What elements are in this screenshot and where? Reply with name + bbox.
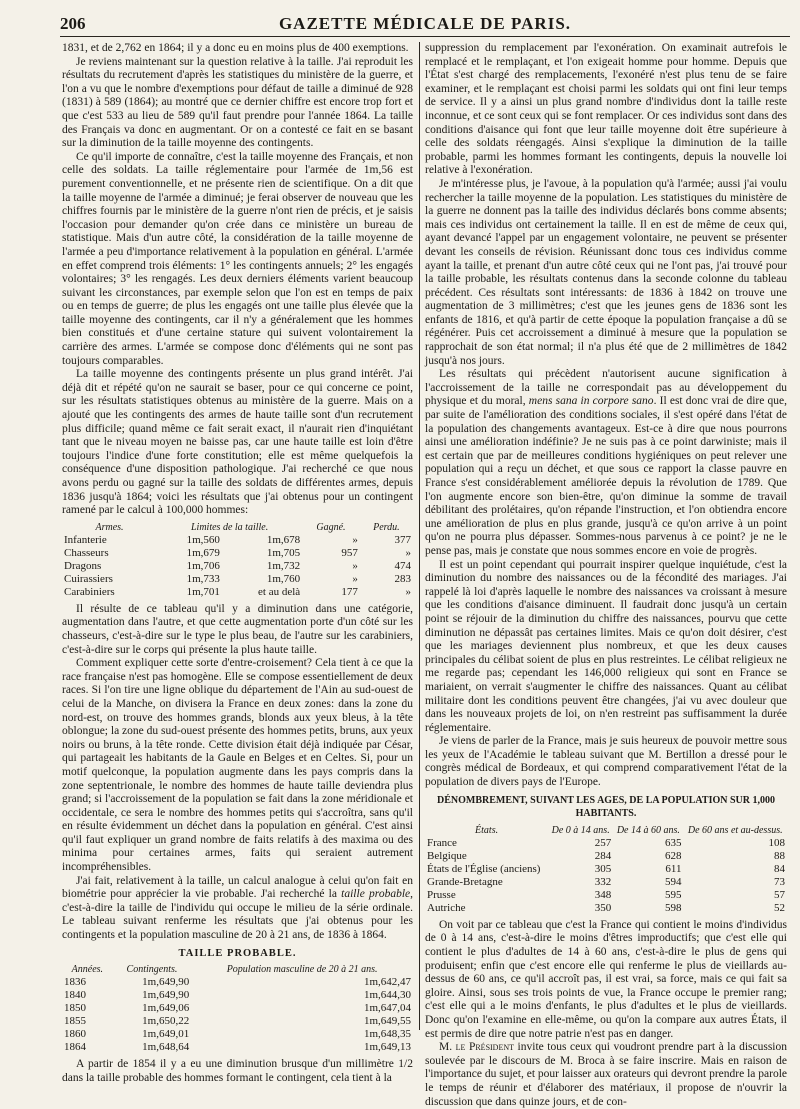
armes-table	[62, 521, 413, 599]
table-row	[425, 876, 787, 889]
gain-cell: 957	[341, 546, 358, 559]
arme-cell: Chasseurs	[64, 546, 109, 559]
paragraph: 1831, et de 2,762 en 1864; il y a donc eu en moins plus de 400 exemptions.	[62, 42, 409, 54]
age-0-14-cell: 257	[594, 836, 612, 849]
arme-cell: Dragons	[64, 559, 102, 572]
limit-min-cell: 1m,701	[186, 585, 220, 598]
paragraph: Il est un point cependant qui pourrait inspirer quelque inquiétude, c'est la diminution du nombre des naissances ou de la fécondité des mariages. J'ai rappelé là loi d'après laquelle le nombre des naissances va croissant à mesure que les conditions d'aisance diminuent. Il faudrait donc jusqu'à un certain point se réjouir de la diminution du chiffre des naissances, pourvu que cette diminution ne dépassât pas certaines limites. Mais ce qu'on doit désirer, c'est que les mariages deviennent plus nombreux, et que les deux causes principales du célibat soient de plus en plus restreintes. Le célibat religieux ne me regarde pas; cependant les 146,000 religieux qui sont en France se mariaient, on verrait s'augmenter le chiffre des naissances. Quant au célibat militaire dont les conditions peuvent être changées, j'ai vu avec douleur que dans les nouveaux projets de loi, on n'en restreint pas suffisamment la durée réglementaire.	[425, 558, 787, 734]
contingents-cell: 1m,649,01	[142, 1028, 190, 1041]
text-run: Les résultats qui précèdent n'autorisent aucune signification à l'accroissement de la taille ne correspondait pas au développement du physique et du moral,	[425, 368, 787, 408]
year-cell: 1855	[64, 1015, 86, 1028]
contingents-cell: 1m,648,64	[142, 1041, 190, 1054]
population-cell: 1m,649,55	[363, 1015, 411, 1028]
population-table-title: DÉNOMBREMENT, SUIVANT LES AGES, DE LA POPULATION SUR 1,000 HABITANTS.	[437, 794, 775, 820]
state-cell: Autriche	[427, 901, 466, 914]
header-cell: De 14 à 60 ans.	[616, 824, 680, 836]
loss-cell: 474	[394, 559, 411, 572]
paragraph: A partir de 1854 il y a eu une diminution brusque d'un millimètre 1/2 dans la taille probable des hommes formant le contingent, cela tient à la	[62, 1058, 413, 1084]
text-run: , c'est-à-dire la taille de l'individu qui occupe le milieu de la série ordinale. Le tableau suivant renferme les résultats que j'ai obtenus pour les contingents et la population masculine de 20 à 21 ans, de 1836 à 1864.	[62, 888, 413, 942]
age-0-14-cell: 305	[594, 862, 612, 875]
age-14-60-cell: 598	[665, 901, 682, 914]
paragraph: Comment expliquer cette sorte d'entre-croisement? Cela tient à ce que la race française n'est pas homogène. Elle se compose essentiellement de deux races. Si l'on tire une ligne oblique du département de l'Ain au sud-ouest de celui de la Manche, on divisera la France en deux zones: dans la zone du nord-est, on trouve des hommes grands, blonds aux yeux bleus, à la tête oblongue; la zone du sud-ouest présente des hommes petits, bruns, aux yeux noirs ou bruns, à la tête ronde. Cette division était déjà indiquée par César, qui partageait les habitants de la Gaule en Belges et en Celtes. Si, pour un motif quelconque, la population augmente dans les pays compris dans la zone septentrionale, le nombre des hommes de haute taille deviendra plus grand; si l'accroissement de la population se fait dans la zone méridionale et occidentale, ce sera le nombre des hommes petits qui s'accroîtra, sans qu'il en résulte évidemment un déchet dans la population en général. C'est ainsi qu'il faut expliquer un grand nombre de faits relatifs à des maxima ou des minima pour certaines armes, faits qui seraient autrement incompréhensibles.	[62, 657, 413, 874]
age-14-60-cell: 594	[665, 875, 682, 888]
limit-min-cell: 1m,706	[186, 559, 220, 572]
state-cell: Belgique	[427, 849, 467, 862]
population-cell: 1m,647,04	[363, 1002, 411, 1015]
paragraph: Je viens de parler de la France, mais je suis heureux de pouvoir mettre sous les yeux de l'Académie le tableau suivant que M. Bertillon a dressé pour le congrès médical de Bordeaux, et qui comprend comparativement l'état de la population de divers pays de l'Europe.	[425, 735, 787, 789]
header-cell: Contingents.	[126, 964, 178, 976]
paragraph: On voit par ce tableau que c'est la France qui contient le moins d'individus de 0 à 14 ans, c'est-à-dire le moins d'êtres improductifs; que c'est elle qui contient le plus d'adultes de 14 à 60 ans, c'est-à-dire le plus de gens qui produisent; enfin que c'est encore elle qui renferme le plus de vieillards au-dessus de 60 ans, ce qu'il accroît pas, il est vrai, sa force, mais ce qui fait sa gloire. Ainsi, sous ses trois points de vue, la France occupe le premier rang; c'est elle qui a le moins d'enfants, le plus d'adultes et le plus de vieillards. Donc qu'on l'examine en elle-même, ou qu'on la compare aux autres États, il est permis de dire que notre patrie n'est pas en danger.	[425, 918, 787, 1040]
year-cell: 1850	[64, 1002, 86, 1015]
header-cell: Population masculine de 20 à 21 ans.	[226, 964, 378, 976]
year-cell: 1860	[64, 1028, 86, 1041]
paragraph: Il résulte de ce tableau qu'il y a diminution dans une catégorie, augmentation dans l'autre, et que cette augmentation porte d'un côté sur les chasseurs, c'est-à-dire sur le type le plus beau, de l'autre sur les carabiniers, c'est-à-dire sur le corps qui présente la plus haute taille.	[62, 602, 413, 656]
year-cell: 1864	[64, 1041, 86, 1054]
age-60-plus-cell: 52	[774, 901, 785, 914]
limit-max-cell: 1m,678	[266, 533, 301, 546]
limit-min-cell: 1m,733	[186, 572, 220, 585]
taille-table	[62, 963, 413, 1054]
table-row	[62, 1015, 413, 1028]
age-14-60-cell: 595	[665, 888, 682, 901]
arme-cell: Cuirassiers	[64, 572, 113, 585]
left-column	[62, 42, 413, 1084]
gain-cell: »	[352, 559, 358, 572]
header-cell: De 0 à 14 ans.	[551, 824, 610, 836]
header-cell: De 60 ans et au-dessus.	[687, 824, 783, 836]
year-cell: 1836	[64, 976, 86, 989]
text-run: J'ai fait, relativement à la taille, un calcul analogue à celui qu'on fait en biométrie pour apprécier la vie probable. J'ai recherché la	[62, 874, 413, 901]
column-rule	[419, 42, 420, 1030]
speaker-label: M. le Président	[439, 1041, 515, 1054]
limit-max-cell: 1m,732	[266, 559, 301, 572]
table-header-row	[425, 824, 787, 837]
emphasis: mens sana in corpore sano	[528, 395, 654, 408]
gain-cell: »	[352, 533, 358, 546]
limit-max-cell: et au delà	[258, 585, 301, 598]
loss-cell: »	[405, 585, 411, 598]
arme-cell: Infanterie	[64, 533, 107, 546]
table-row	[425, 902, 787, 915]
table-header-row	[62, 963, 413, 976]
age-60-plus-cell: 84	[774, 862, 785, 875]
age-14-60-cell: 628	[665, 849, 682, 862]
loss-cell: 377	[394, 533, 411, 546]
paragraph	[425, 368, 787, 558]
age-0-14-cell: 350	[594, 901, 612, 914]
table-row	[425, 889, 787, 902]
population-cell: 1m,648,35	[363, 1028, 411, 1041]
age-14-60-cell: 611	[665, 862, 682, 875]
table-row	[425, 850, 787, 863]
contingents-cell: 1m,649,06	[142, 1002, 190, 1015]
gain-cell: »	[352, 572, 358, 585]
table-row	[62, 1002, 413, 1015]
age-14-60-cell: 635	[665, 836, 682, 849]
loss-cell: »	[405, 546, 411, 559]
age-0-14-cell: 284	[594, 849, 612, 862]
header-cell: Années.	[71, 964, 104, 976]
page-number: 206	[60, 14, 86, 33]
header-cell: Armes.	[95, 521, 124, 533]
table-row	[425, 837, 787, 850]
limit-min-cell: 1m,679	[186, 546, 220, 559]
age-60-plus-cell: 88	[774, 849, 785, 862]
population-table	[425, 824, 787, 915]
paragraph: suppression du remplacement par l'exonération. On examinait autrefois le remplacé et le remplaçant, et l'on exigeait homme pour homme. Depuis que l'État s'est chargé des remplacements, l'exonéré n'est plus tenu de se faire examiner, et le remplaçant est choisi parmi les soldats qui ont fini leur temps de service. Il y a ainsi un plus grand nombre d'individus dont la taille reste inconnue, et ce sont ceux qui se font remplacer. Or ces individus sont dans des conditions d'aisance qui font que leur taille moyenne doit être supérieure à celle des soldats réengagés. Ainsi s'explique la diminution de la taille probable, parmi les hommes formant les contingents, depuis la nouvelle loi relative à l'exonération.	[425, 42, 787, 177]
state-cell: Grande-Bretagne	[427, 875, 503, 888]
state-cell: France	[427, 836, 457, 849]
age-0-14-cell: 332	[594, 875, 612, 888]
state-cell: Prusse	[427, 888, 456, 901]
header-cell: Perdu.	[373, 521, 400, 533]
arme-cell: Carabiniers	[64, 585, 115, 598]
table-row	[62, 573, 413, 586]
page-header	[60, 12, 790, 37]
contingents-cell: 1m,649,90	[142, 976, 190, 989]
paragraph	[425, 1041, 787, 1109]
population-cell: 1m,649,13	[363, 1041, 411, 1054]
loss-cell: 283	[394, 572, 411, 585]
header-cell: Limites de la taille.	[191, 521, 269, 533]
state-cell: États de l'Église (anciens)	[427, 862, 541, 875]
table-row	[62, 534, 413, 547]
table-row	[62, 989, 413, 1002]
age-0-14-cell: 348	[594, 888, 612, 901]
age-60-plus-cell: 108	[768, 836, 785, 849]
table-row	[62, 547, 413, 560]
table-row	[62, 976, 413, 989]
paragraph: Je m'intéresse plus, je l'avoue, à la population qu'à l'armée; aussi j'ai voulu rechercher la taille moyenne de la population. Les statistiques du ministère de la guerre ne donnent pas la taille des individus déclarés bons comme absents; mais ces individus ont certainement la taille. Il en est de même de ceux qui, ayant devancé l'appel par un engagement volontaire, ne peuvent se présenter devant les conseils de révision. Réunissant donc tous ces individus comme ayant la taille, et prenant d'un autre côté ceux qui ne l'ont pas, j'ai trouvé pour la taille probable, les résultats contenus dans la seconde colonne du tableau précédent. Ces résultats sont intéressants: de 1836 à 1842 on trouve une augmentation de 3 millimètres; c'est que les jeunes gens de 1836 sont les enfants de 1816, et qu'à partir de cette époque la population française a dû se régénérer. Puis cet accroissement a diminué à mesure que la population se rapprochait de son état normal; il n'a plus été que de 2 millimètres de 1842 jusqu'à nos jours.	[425, 177, 787, 367]
journal-title: GAZETTE MÉDICALE DE PARIS.	[278, 14, 572, 33]
gain-cell: 177	[341, 585, 358, 598]
text-run: . Il est donc vrai de dire que, par suite de l'amélioration des conditions sociales, il s'est opéré dans l'état de la population des changements avantageux. Est-ce à dire que nous pourrons ainsi une amélioration indéfinie? Je ne suis pas à ce point darwiniste; mais il est certain que par de meilleures conditions hygiéniques on peut relever une population qui a reçu un déchet, et que sous ce rapport la classe pauvre en France s'est considérablement améliorée depuis la révolution de 1789. Que l'on augmente encore son bien-être, qu'on diminue la somme de travail débilitant des prolétaires, qu'on répande l'instruction, et l'on obtiendra encore une amélioration de plus en plus grande, jusqu'à ce qu'on arrive à un point qu'on ne pourra plus dépasser. Sommes-nous parvenus à ce point? je ne le pense pas, mais je constate que nous sommes encore en voie de progrès.	[425, 395, 788, 557]
limit-min-cell: 1m,560	[186, 533, 220, 546]
year-cell: 1840	[64, 989, 86, 1002]
table-row	[62, 586, 413, 599]
paragraph: La taille moyenne des contingents présente un plus grand intérêt. J'ai déjà dit et répété qu'on ne saurait se baser, pour ce qui concerne ce point, sur les résultats statistiques obtenus au ministère de la guerre. Mais on a ajouté que les contingents des armes de haute taille sont d'un recrutement plus difficile; quand même ce fait serait exact, il n'aurait rien d'inquiétant tant que le niveau moyen ne baisse pas, car une haute taille est loin d'être toujours l'indice d'une forte constitution; elle est même quelquefois la conséquence d'une disposition pathologique. J'ai recherché ce que nous avons perdu ou gagné sur la taille des soldats de différentes armes, depuis 1836 jusqu'à 1864; voici les résultats que j'ai obtenus pour un contingent ramené par le calcul à 100,000 hommes:	[62, 368, 413, 517]
table-header-row	[62, 521, 413, 534]
contingents-cell: 1m,649,90	[142, 989, 190, 1002]
text-run: invite tous ceux qui voudront prendre part à la discussion soulevée par le discours de M. Broca à se faire inscrire. Mais en raison de l'importance du sujet, et pour laisser aux orateurs qui devront prendre la parole le temps de réunir et d'élaborer des matériaux, il propose de n'ouvrir la discussion que dans quinze jours, et de con-	[425, 1041, 788, 1108]
paragraph	[62, 875, 413, 943]
header-cell: Gagné.	[316, 521, 346, 533]
table-row	[425, 863, 787, 876]
age-60-plus-cell: 57	[774, 888, 785, 901]
table-row	[62, 1028, 413, 1041]
emphasis: taille probable	[341, 888, 411, 901]
population-cell: 1m,642,47	[363, 976, 411, 989]
paragraph: Je reviens maintenant sur la question relative à la taille. J'ai reproduit les résultats du recrutement d'après les statistiques du ministère de la guerre, et l'on a vu que le nombre d'exemptions pour défaut de taille a diminué de 928 (1831) à 589 (1864); au montré que ce dernier chiffre est encore trop fort et que c'est 533 au lieu de 589 qu'il faut prendre pour l'année 1864. La taille des Français va donc en augmentant. Or on a contesté ce fait en se basant sur la diminution de la taille moyenne des contingents.	[62, 55, 413, 150]
header-cell: États.	[475, 824, 499, 836]
limit-max-cell: 1m,760	[266, 572, 301, 585]
right-column	[425, 42, 788, 1108]
table-row	[62, 560, 413, 573]
taille-table-title: TAILLE PROBABLE.	[178, 947, 297, 959]
population-cell: 1m,644,30	[363, 989, 411, 1002]
limit-max-cell: 1m,705	[266, 546, 301, 559]
age-60-plus-cell: 73	[774, 875, 785, 888]
paragraph: Ce qu'il importe de connaître, c'est la taille moyenne des Français, et non celle des soldats. La taille réglementaire pour l'armée de 1m,56 est purement conventionnelle, et ne présente rien de scientifique. On a dit que la taille moyenne de l'armée a diminué; je ferai observer de nouveau que les chiffres fournis par le ministère de la guerre n'ont rien de précis, et je saisis l'occasion pour demander qu'on crée dans ce ministère un bureau de statistique. Mais d'un autre côté, la considération de la taille moyenne de l'armée a peu d'importance relativement à la population en général. L'armée en effet comprend trois éléments: 1° les contingents annuels; 2° les engagés volontaires; 3° les rengagés. Les deux derniers éléments varient beaucoup suivant les circonstances, par exemple selon que l'on est en temps de paix ou en temps de guerre; de plus les engagés ont une taille plus élevée que la taille moyenne des contingents, car il n'y a généralement que les hommes bien constitués et d'une certaine stature qui suivent volontairement la carrière des armes. L'armée se compose donc d'éléments qui ne sont pas toujours comparables.	[62, 150, 413, 367]
contingents-cell: 1m,650,22	[142, 1015, 190, 1028]
table-row	[62, 1041, 413, 1054]
